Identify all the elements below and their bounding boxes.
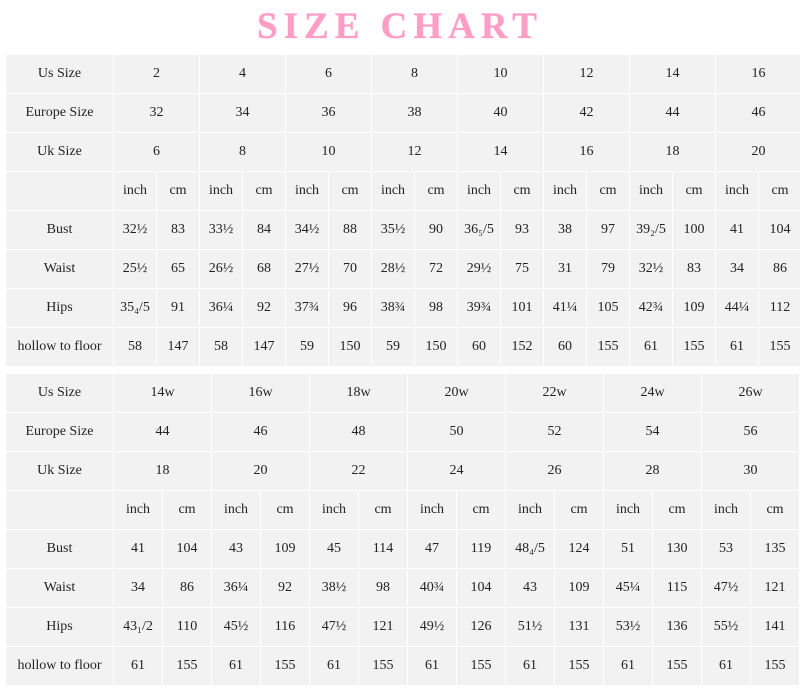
table-row	[6, 250, 800, 289]
cell-eu-size-plus-3: 48	[310, 413, 408, 452]
unit-cm-plus-5: cm	[555, 491, 604, 530]
unit-row-spacer	[6, 172, 114, 211]
waist-inch-4: 28½	[372, 250, 415, 289]
waist-plus-cm-5: 109	[555, 569, 604, 608]
waist-inch-1: 25½	[114, 250, 157, 289]
cell-us-size-7: 14	[630, 55, 716, 94]
table-row	[6, 133, 800, 172]
bust-plus-cm-4: 119	[457, 530, 506, 569]
standard-size-table	[5, 54, 800, 367]
waist-inch-6: 31	[544, 250, 587, 289]
hips-inch-6: 41¼	[544, 289, 587, 328]
hollow-plus-inch-4: 61	[408, 647, 457, 686]
row-label-waist-plus: Waist	[6, 569, 114, 608]
cell-eu-size-plus-2: 46	[212, 413, 310, 452]
cell-uk-size-6: 16	[544, 133, 630, 172]
unit-inch-plus-1: inch	[114, 491, 163, 530]
hollow-inch-5: 60	[458, 328, 501, 367]
waist-plus-cm-4: 104	[457, 569, 506, 608]
hollow-inch-1: 58	[114, 328, 157, 367]
unit-cm-plus-2: cm	[261, 491, 310, 530]
waist-cm-5: 75	[501, 250, 544, 289]
table-row	[6, 530, 800, 569]
bust-plus-cm-2: 109	[261, 530, 310, 569]
bust-inch-4: 35½	[372, 211, 415, 250]
unit-inch-plus-3: inch	[310, 491, 359, 530]
cell-uk-size-plus-4: 24	[408, 452, 506, 491]
cell-us-size-plus-2: 16w	[212, 374, 310, 413]
waist-plus-cm-6: 115	[653, 569, 702, 608]
hollow-plus-cm-6: 155	[653, 647, 702, 686]
cell-eu-size-1: 32	[114, 94, 200, 133]
bust-plus-inch-1: 41	[114, 530, 163, 569]
hollow-cm-2: 147	[243, 328, 286, 367]
bust-plus-inch-7: 53	[702, 530, 751, 569]
bust-cm-3: 88	[329, 211, 372, 250]
unit-cm-1: cm	[157, 172, 200, 211]
unit-cm-5: cm	[501, 172, 544, 211]
table-row-units	[6, 491, 800, 530]
hollow-inch-6: 60	[544, 328, 587, 367]
row-label-hips-plus: Hips	[6, 608, 114, 647]
unit-inch-1: inch	[114, 172, 157, 211]
unit-inch-5: inch	[458, 172, 501, 211]
waist-plus-inch-3: 38½	[310, 569, 359, 608]
bust-plus-cm-6: 130	[653, 530, 702, 569]
bust-plus-cm-5: 124	[555, 530, 604, 569]
bust-inch-3: 34½	[286, 211, 329, 250]
waist-cm-8: 86	[759, 250, 800, 289]
cell-uk-size-2: 8	[200, 133, 286, 172]
hips-inch-3: 37¾	[286, 289, 329, 328]
bust-inch-1: 32½	[114, 211, 157, 250]
table-row-units	[6, 172, 800, 211]
unit-cm-8: cm	[759, 172, 800, 211]
bust-inch-5: 36₅/5	[458, 211, 501, 250]
unit-inch-plus-2: inch	[212, 491, 261, 530]
hips-plus-inch-7: 55½	[702, 608, 751, 647]
page-title: SIZE CHART	[257, 6, 543, 47]
unit-inch-plus-6: inch	[604, 491, 653, 530]
unit-inch-7: inch	[630, 172, 673, 211]
cell-eu-size-6: 42	[544, 94, 630, 133]
table-row	[6, 374, 800, 413]
row-label-waist: Waist	[6, 250, 114, 289]
waist-inch-3: 27½	[286, 250, 329, 289]
hips-plus-inch-4: 49½	[408, 608, 457, 647]
row-label-uk-size-plus: Uk Size	[6, 452, 114, 491]
row-label-us-size-plus: Us Size	[6, 374, 114, 413]
hips-plus-cm-2: 116	[261, 608, 310, 647]
bust-cm-5: 93	[501, 211, 544, 250]
waist-plus-inch-1: 34	[114, 569, 163, 608]
hollow-plus-cm-4: 155	[457, 647, 506, 686]
waist-cm-6: 79	[587, 250, 630, 289]
hips-cm-3: 96	[329, 289, 372, 328]
cell-uk-size-4: 12	[372, 133, 458, 172]
hollow-plus-inch-2: 61	[212, 647, 261, 686]
hips-plus-cm-1: 110	[163, 608, 212, 647]
bust-cm-1: 83	[157, 211, 200, 250]
hips-inch-2: 36¼	[200, 289, 243, 328]
hips-cm-8: 112	[759, 289, 800, 328]
hollow-plus-cm-1: 155	[163, 647, 212, 686]
cell-uk-size-3: 10	[286, 133, 372, 172]
bust-plus-inch-3: 45	[310, 530, 359, 569]
waist-plus-cm-2: 92	[261, 569, 310, 608]
table-row	[6, 569, 800, 608]
hollow-inch-4: 59	[372, 328, 415, 367]
waist-plus-inch-5: 43	[506, 569, 555, 608]
hollow-cm-1: 147	[157, 328, 200, 367]
hips-cm-6: 105	[587, 289, 630, 328]
cell-uk-size-plus-2: 20	[212, 452, 310, 491]
hollow-plus-cm-5: 155	[555, 647, 604, 686]
hips-plus-cm-6: 136	[653, 608, 702, 647]
table-row	[6, 608, 800, 647]
waist-cm-3: 70	[329, 250, 372, 289]
unit-inch-4: inch	[372, 172, 415, 211]
hips-cm-2: 92	[243, 289, 286, 328]
hollow-plus-inch-6: 61	[604, 647, 653, 686]
unit-cm-plus-1: cm	[163, 491, 212, 530]
bust-plus-inch-6: 51	[604, 530, 653, 569]
cell-us-size-1: 2	[114, 55, 200, 94]
cell-uk-size-5: 14	[458, 133, 544, 172]
bust-inch-7: 39₂/5	[630, 211, 673, 250]
cell-us-size-plus-5: 22w	[506, 374, 604, 413]
unit-cm-plus-6: cm	[653, 491, 702, 530]
unit-cm-2: cm	[243, 172, 286, 211]
unit-cm-plus-4: cm	[457, 491, 506, 530]
hollow-cm-7: 155	[673, 328, 716, 367]
cell-eu-size-2: 34	[200, 94, 286, 133]
row-label-bust: Bust	[6, 211, 114, 250]
table-row	[6, 452, 800, 491]
hips-inch-7: 42¾	[630, 289, 673, 328]
cell-uk-size-7: 18	[630, 133, 716, 172]
waist-inch-2: 26½	[200, 250, 243, 289]
hips-plus-cm-3: 121	[359, 608, 408, 647]
table-row	[6, 328, 800, 367]
unit-cm-plus-3: cm	[359, 491, 408, 530]
bust-cm-8: 104	[759, 211, 800, 250]
cell-us-size-6: 12	[544, 55, 630, 94]
unit-row-spacer-plus	[6, 491, 114, 530]
hollow-plus-cm-2: 155	[261, 647, 310, 686]
cell-us-size-plus-6: 24w	[604, 374, 702, 413]
hips-inch-1: 35₄/5	[114, 289, 157, 328]
waist-cm-4: 72	[415, 250, 458, 289]
bust-plus-cm-7: 135	[751, 530, 800, 569]
table-row	[6, 94, 800, 133]
row-label-bust-plus: Bust	[6, 530, 114, 569]
hips-plus-inch-6: 53½	[604, 608, 653, 647]
hollow-cm-8: 155	[759, 328, 800, 367]
cell-us-size-8: 16	[716, 55, 800, 94]
hips-plus-inch-2: 45½	[212, 608, 261, 647]
row-label-uk-size: Uk Size	[6, 133, 114, 172]
bust-plus-cm-1: 104	[163, 530, 212, 569]
cell-us-size-plus-1: 14w	[114, 374, 212, 413]
hips-plus-inch-1: 43₁/2	[114, 608, 163, 647]
unit-cm-3: cm	[329, 172, 372, 211]
hollow-plus-inch-7: 61	[702, 647, 751, 686]
unit-inch-plus-4: inch	[408, 491, 457, 530]
cell-us-size-plus-7: 26w	[702, 374, 800, 413]
hips-plus-cm-7: 141	[751, 608, 800, 647]
hollow-cm-6: 155	[587, 328, 630, 367]
hollow-plus-inch-5: 61	[506, 647, 555, 686]
hollow-plus-cm-7: 155	[751, 647, 800, 686]
hips-plus-cm-5: 131	[555, 608, 604, 647]
waist-inch-7: 32½	[630, 250, 673, 289]
cell-eu-size-plus-1: 44	[114, 413, 212, 452]
bust-cm-7: 100	[673, 211, 716, 250]
plus-size-table	[5, 373, 800, 686]
waist-plus-inch-6: 45¼	[604, 569, 653, 608]
row-label-hollow-to-floor-plus: hollow to floor	[6, 647, 114, 686]
cell-us-size-5: 10	[458, 55, 544, 94]
bust-cm-2: 84	[243, 211, 286, 250]
row-label-hips: Hips	[6, 289, 114, 328]
bust-inch-8: 41	[716, 211, 759, 250]
hollow-cm-3: 150	[329, 328, 372, 367]
unit-cm-plus-7: cm	[751, 491, 800, 530]
waist-cm-1: 65	[157, 250, 200, 289]
unit-inch-6: inch	[544, 172, 587, 211]
unit-cm-6: cm	[587, 172, 630, 211]
row-label-us-size: Us Size	[6, 55, 114, 94]
cell-eu-size-4: 38	[372, 94, 458, 133]
unit-cm-4: cm	[415, 172, 458, 211]
hollow-cm-5: 152	[501, 328, 544, 367]
hips-cm-4: 98	[415, 289, 458, 328]
bust-inch-2: 33½	[200, 211, 243, 250]
hips-inch-4: 38¾	[372, 289, 415, 328]
row-label-hollow-to-floor: hollow to floor	[6, 328, 114, 367]
table-row	[6, 55, 800, 94]
cell-eu-size-5: 40	[458, 94, 544, 133]
table-row	[6, 211, 800, 250]
cell-us-size-plus-4: 20w	[408, 374, 506, 413]
unit-inch-8: inch	[716, 172, 759, 211]
waist-plus-cm-1: 86	[163, 569, 212, 608]
waist-inch-8: 34	[716, 250, 759, 289]
cell-uk-size-plus-3: 22	[310, 452, 408, 491]
waist-cm-7: 83	[673, 250, 716, 289]
unit-inch-3: inch	[286, 172, 329, 211]
hips-inch-5: 39¾	[458, 289, 501, 328]
cell-uk-size-plus-1: 18	[114, 452, 212, 491]
hips-cm-5: 101	[501, 289, 544, 328]
cell-uk-size-plus-6: 28	[604, 452, 702, 491]
cell-uk-size-plus-5: 26	[506, 452, 604, 491]
row-label-europe-size: Europe Size	[6, 94, 114, 133]
hips-plus-inch-5: 51½	[506, 608, 555, 647]
waist-cm-2: 68	[243, 250, 286, 289]
unit-inch-2: inch	[200, 172, 243, 211]
bust-cm-4: 90	[415, 211, 458, 250]
cell-eu-size-plus-4: 50	[408, 413, 506, 452]
hollow-inch-2: 58	[200, 328, 243, 367]
bust-plus-inch-2: 43	[212, 530, 261, 569]
hollow-inch-7: 61	[630, 328, 673, 367]
waist-plus-cm-3: 98	[359, 569, 408, 608]
hollow-plus-inch-1: 61	[114, 647, 163, 686]
hips-plus-cm-4: 126	[457, 608, 506, 647]
hollow-cm-4: 150	[415, 328, 458, 367]
bust-cm-6: 97	[587, 211, 630, 250]
hollow-plus-cm-3: 155	[359, 647, 408, 686]
unit-cm-7: cm	[673, 172, 716, 211]
hips-inch-8: 44¼	[716, 289, 759, 328]
cell-us-size-plus-3: 18w	[310, 374, 408, 413]
hollow-inch-8: 61	[716, 328, 759, 367]
unit-inch-plus-7: inch	[702, 491, 751, 530]
waist-inch-5: 29½	[458, 250, 501, 289]
cell-eu-size-3: 36	[286, 94, 372, 133]
bust-plus-inch-5: 48₄/5	[506, 530, 555, 569]
cell-us-size-4: 8	[372, 55, 458, 94]
waist-plus-inch-2: 36¼	[212, 569, 261, 608]
waist-plus-inch-7: 47½	[702, 569, 751, 608]
table-row	[6, 647, 800, 686]
table-row	[6, 413, 800, 452]
waist-plus-inch-4: 40¾	[408, 569, 457, 608]
cell-us-size-2: 4	[200, 55, 286, 94]
hollow-inch-3: 59	[286, 328, 329, 367]
hips-cm-1: 91	[157, 289, 200, 328]
cell-eu-size-plus-6: 54	[604, 413, 702, 452]
cell-uk-size-8: 20	[716, 133, 800, 172]
cell-eu-size-plus-5: 52	[506, 413, 604, 452]
hips-plus-inch-3: 47½	[310, 608, 359, 647]
row-label-europe-size-plus: Europe Size	[6, 413, 114, 452]
bust-plus-inch-4: 47	[408, 530, 457, 569]
table-row	[6, 289, 800, 328]
bust-plus-cm-3: 114	[359, 530, 408, 569]
hips-cm-7: 109	[673, 289, 716, 328]
cell-us-size-3: 6	[286, 55, 372, 94]
cell-uk-size-1: 6	[114, 133, 200, 172]
cell-eu-size-plus-7: 56	[702, 413, 800, 452]
waist-plus-cm-7: 121	[751, 569, 800, 608]
cell-eu-size-7: 44	[630, 94, 716, 133]
cell-uk-size-plus-7: 30	[702, 452, 800, 491]
cell-eu-size-8: 46	[716, 94, 800, 133]
hollow-plus-inch-3: 61	[310, 647, 359, 686]
unit-inch-plus-5: inch	[506, 491, 555, 530]
bust-inch-6: 38	[544, 211, 587, 250]
